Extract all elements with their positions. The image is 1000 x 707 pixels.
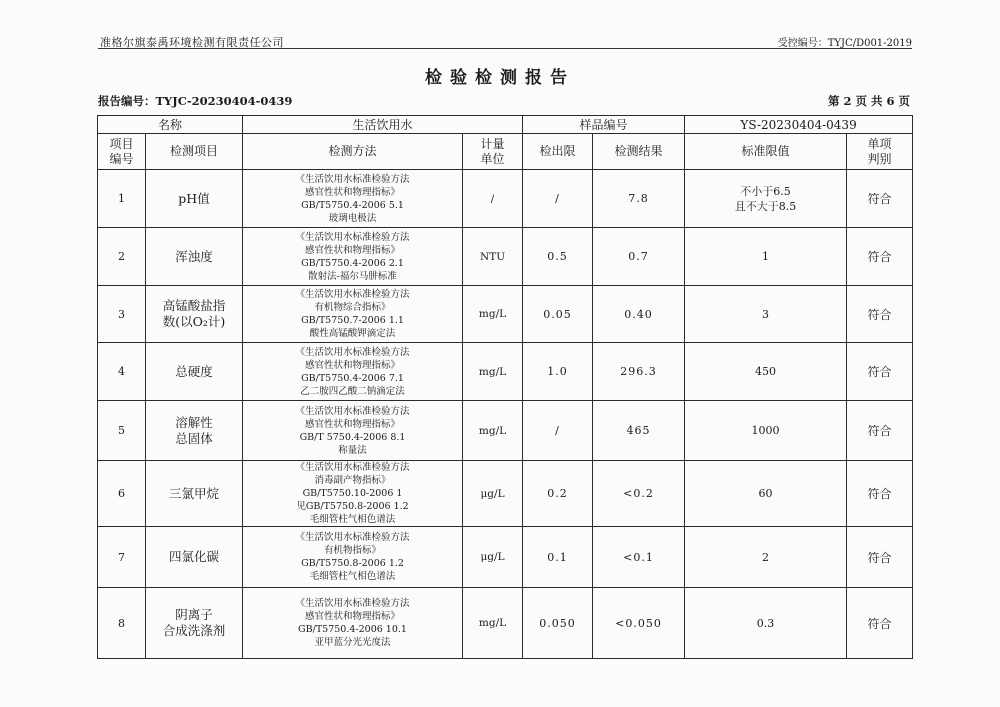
standard-limit: 不小于6.5 且不大于8.5: [685, 170, 847, 228]
col-header-item: 检测项目: [146, 134, 243, 170]
test-item: 四氯化碳: [146, 527, 243, 588]
test-item: 溶解性 总固体: [146, 401, 243, 461]
detection-limit: 1.0: [523, 343, 593, 401]
judgement: 符合: [847, 228, 913, 286]
col-header-result: 检测结果: [593, 134, 685, 170]
judgement: 符合: [847, 401, 913, 461]
report-title: 检验检测报告: [425, 68, 575, 88]
test-method: 《生活饮用水标准检验方法 感官性状和物理指标》 GB/T 5750.4-2006 8.1 称量法: [243, 401, 463, 461]
judgement: 符合: [847, 588, 913, 659]
detection-limit: 0.05: [523, 286, 593, 343]
unit: mg/L: [463, 343, 523, 401]
test-result: <0.1: [593, 527, 685, 588]
detection-limit: /: [523, 401, 593, 461]
name-label: 名称: [98, 116, 243, 134]
unit: mg/L: [463, 401, 523, 461]
test-result: 465: [593, 401, 685, 461]
standard-limit: 450: [685, 343, 847, 401]
col-header-judge: 单项 判别: [847, 134, 913, 170]
test-item: 高锰酸盐指 数(以O₂计): [146, 286, 243, 343]
table-row: [98, 588, 913, 659]
table-row: [98, 401, 913, 461]
header-row-name: [98, 116, 913, 134]
row-number: 3: [98, 286, 146, 343]
test-method: 《生活饮用水标准检验方法 消毒副产物指标》 GB/T5750.10-2006 1 见GB/T5750.8-2006 1.2 毛细管柱气相色谱法: [243, 461, 463, 527]
test-method: 《生活饮用水标准检验方法 感官性状和物理指标》 GB/T5750.4-2006 5.1 玻璃电极法: [243, 170, 463, 228]
standard-limit: 1: [685, 228, 847, 286]
results-table: [97, 115, 913, 659]
table-row: [98, 228, 913, 286]
test-result: 0.40: [593, 286, 685, 343]
judgement: 符合: [847, 286, 913, 343]
col-header-limit: 检出限: [523, 134, 593, 170]
test-result: 296.3: [593, 343, 685, 401]
unit: μg/L: [463, 461, 523, 527]
test-item: 三氯甲烷: [146, 461, 243, 527]
sample-value: YS-20230404-0439: [685, 116, 913, 134]
row-number: 4: [98, 343, 146, 401]
col-header-standard: 标准限值: [685, 134, 847, 170]
test-method: 《生活饮用水标准检验方法 有机物综合指标》 GB/T5750.7-2006 1.1 酸性高锰酸钾滴定法: [243, 286, 463, 343]
detection-limit: 0.2: [523, 461, 593, 527]
detection-limit: /: [523, 170, 593, 228]
header-row-columns: [98, 134, 913, 170]
row-number: 8: [98, 588, 146, 659]
col-header-method: 检测方法: [243, 134, 463, 170]
control-number: 受控编号：TYJC/D001-2019: [777, 38, 912, 49]
test-method: 《生活饮用水标准检验方法 感官性状和物理指标》 GB/T5750.4-2006 2.1 散射法-福尔马肼标准: [243, 228, 463, 286]
detection-limit: 0.1: [523, 527, 593, 588]
table-row: [98, 527, 913, 588]
page-indicator: 第 2 页 共 6 页: [827, 94, 910, 108]
report-number: 报告编号：TYJC-20230404-0439: [98, 94, 293, 108]
judgement: 符合: [847, 461, 913, 527]
standard-limit: 3: [685, 286, 847, 343]
row-number: 5: [98, 401, 146, 461]
name-value: 生活饮用水: [243, 116, 523, 134]
table-row: [98, 461, 913, 527]
unit: mg/L: [463, 588, 523, 659]
standard-limit: 0.3: [685, 588, 847, 659]
row-number: 6: [98, 461, 146, 527]
test-item: 浑浊度: [146, 228, 243, 286]
col-header-unit: 计量 单位: [463, 134, 523, 170]
standard-limit: 60: [685, 461, 847, 527]
row-number: 7: [98, 527, 146, 588]
test-method: 《生活饮用水标准检验方法 感官性状和物理指标》 GB/T5750.4-2006 10.1 亚甲蓝分光光度法: [243, 588, 463, 659]
unit: /: [463, 170, 523, 228]
test-item: 总硬度: [146, 343, 243, 401]
header-divider: [98, 48, 912, 49]
standard-limit: 2: [685, 527, 847, 588]
table-row: [98, 343, 913, 401]
row-number: 2: [98, 228, 146, 286]
judgement: 符合: [847, 170, 913, 228]
standard-limit: 1000: [685, 401, 847, 461]
detection-limit: 0.5: [523, 228, 593, 286]
table-row: [98, 286, 913, 343]
test-item: pH值: [146, 170, 243, 228]
test-method: 《生活饮用水标准检验方法 感官性状和物理指标》 GB/T5750.4-2006 7.1 乙二胺四乙酸二钠滴定法: [243, 343, 463, 401]
sample-label: 样品编号: [523, 116, 685, 134]
judgement: 符合: [847, 343, 913, 401]
company-name: 准格尔旗泰禹环境检测有限责任公司: [100, 36, 284, 49]
unit: μg/L: [463, 527, 523, 588]
test-result: <0.2: [593, 461, 685, 527]
detection-limit: 0.050: [523, 588, 593, 659]
test-method: 《生活饮用水标准检验方法 有机物指标》 GB/T5750.8-2006 1.2 毛细管柱气相色谱法: [243, 527, 463, 588]
judgement: 符合: [847, 527, 913, 588]
test-item: 阴离子 合成洗涤剂: [146, 588, 243, 659]
test-result: 0.7: [593, 228, 685, 286]
unit: NTU: [463, 228, 523, 286]
table-row: [98, 170, 913, 228]
unit: mg/L: [463, 286, 523, 343]
test-result: 7.8: [593, 170, 685, 228]
col-header-no: 项目 编号: [98, 134, 146, 170]
row-number: 1: [98, 170, 146, 228]
test-result: <0.050: [593, 588, 685, 659]
